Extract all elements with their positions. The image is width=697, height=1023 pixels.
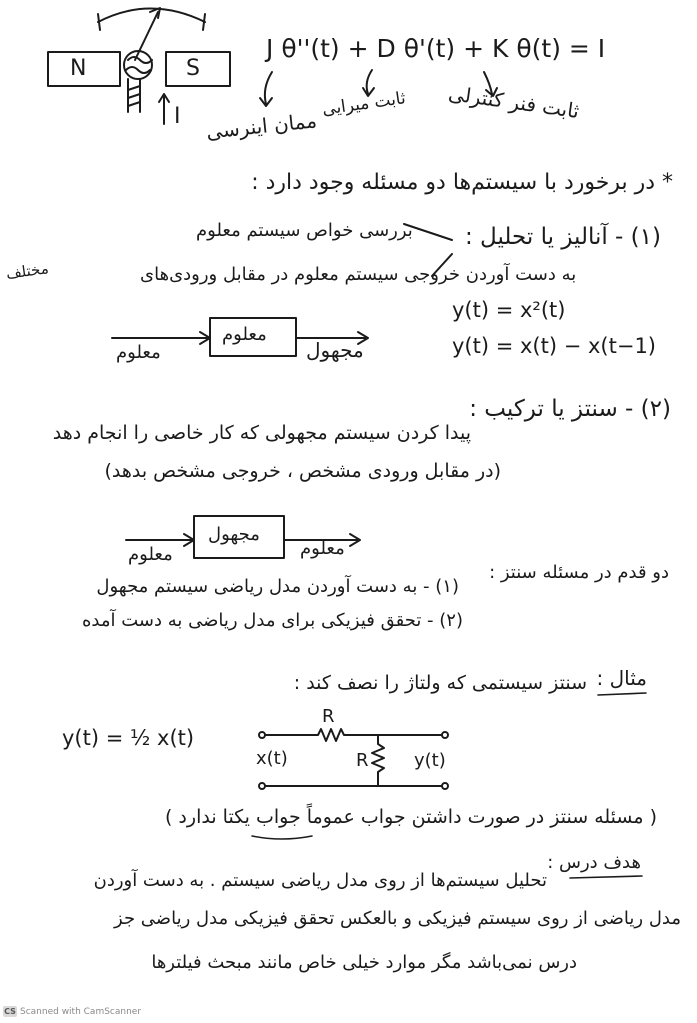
camscanner-logo: CS <box>4 1007 16 1016</box>
synthesis-step-2: (۲) - تحقق فیزیکی برای مدل ریاضی به دست آمده <box>81 610 463 631</box>
analysis-heading: (۱) - آنالیز یا تحلیل : <box>465 224 661 250</box>
synthesis-input-label: معلوم <box>128 544 173 565</box>
magnet-south-label: S <box>186 56 200 81</box>
label-spring: ثابت فنر کنترلی <box>446 80 581 124</box>
current-label: I <box>174 104 181 129</box>
example-equation: y(t) = ½ x(t) <box>62 726 195 750</box>
label-damping: ثابت میرایی <box>320 88 407 120</box>
label-inertia: ممان اینرسی <box>205 108 318 144</box>
example-text: سنتز سیستمی که ولتاژ را نصف کند : <box>293 672 587 694</box>
galvanometer-equation: J θ''(t) + D θ'(t) + K θ(t) = I <box>266 34 606 63</box>
analysis-output-label: مجهول <box>306 338 364 362</box>
course-goal-line-1: تحلیل سیستم‌ها از روی مدل ریاضی سیستم . به دست آوردن <box>93 870 547 891</box>
analysis-input-label: معلوم <box>116 342 161 363</box>
course-goal-line-3: درس نمی‌باشد مگر موارد خیلی خاص مانند مبحث فیلترها <box>151 952 577 973</box>
course-goal-label: هدف درس : <box>547 852 641 873</box>
synthesis-heading: (۲) - سنتز یا ترکیب : <box>469 396 671 422</box>
synthesis-line-1: پیدا کردن سیستم مجهولی که کار خاصی را انجام دهد <box>52 422 471 444</box>
circuit-output-label: y(t) <box>414 750 446 771</box>
example-title: مثال : <box>596 666 647 690</box>
analysis-item-output: به دست آوردن خروجی سیستم معلوم در مقابل ورودی‌های <box>140 264 577 285</box>
resistor-shunt-label: R <box>356 750 369 771</box>
synthesis-step-1: (۱) - به دست آوردن مدل ریاضی سیستم مجهول <box>96 576 459 597</box>
synthesis-box-label: مجهول <box>208 524 260 545</box>
synthesis-line-2: (در مقابل ورودی مشخص ، خروجی مشخص بدهد) <box>104 460 501 482</box>
analysis-box-label: معلوم <box>222 324 267 345</box>
resistor-series-label: R <box>322 706 335 727</box>
course-goal-line-2: مدل ریاضی از روی سیستم فیزیکی و بالعکس تحقق فیزیکی مدل ریاضی جز <box>114 908 681 929</box>
intro-text: * در برخورد با سیستم‌ها دو مسئله وجود دارد : <box>251 170 673 195</box>
analysis-item-output-extra: مختلف <box>4 259 50 283</box>
magnet-north-label: N <box>70 56 87 81</box>
circuit-input-label: x(t) <box>256 748 288 769</box>
synthesis-steps-title: دو قدم در مسئله سنتز : <box>489 562 669 583</box>
analysis-equation-2: y(t) = x(t) − x(t−1) <box>452 334 656 358</box>
analysis-equation-1: y(t) = x²(t) <box>452 298 566 322</box>
synthesis-output-label: معلوم <box>300 538 345 559</box>
scanner-watermark: Scanned with CamScanner <box>20 1007 142 1017</box>
analysis-item-properties: بررسی خواص سیستم معلوم <box>196 220 413 241</box>
synthesis-note: ( مسئله سنتز در صورت داشتن جواب عموماً جواب یکتا ندارد ) <box>164 806 657 828</box>
